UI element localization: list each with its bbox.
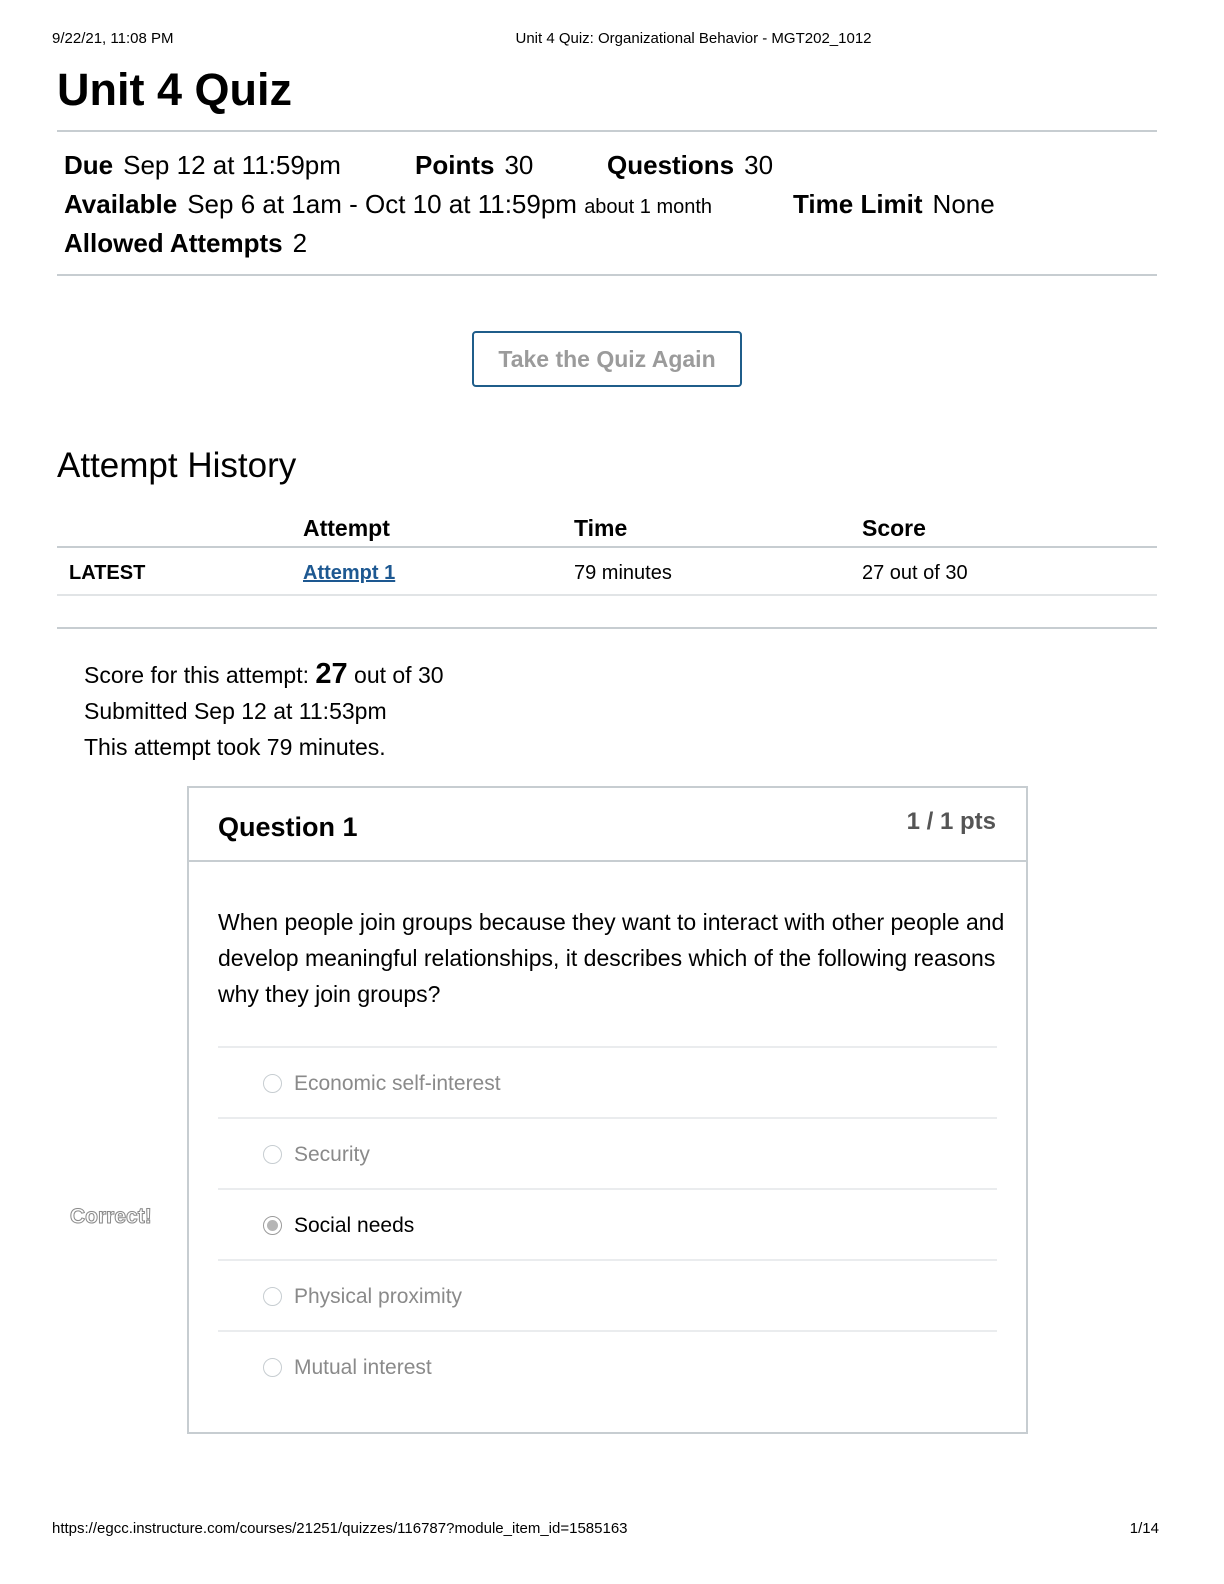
- radio-icon[interactable]: [263, 1145, 282, 1164]
- attempt-time: 79 minutes: [574, 562, 672, 584]
- print-header: [52, 30, 1159, 48]
- correct-feedback-label: Correct!: [70, 1205, 152, 1228]
- available-label: Available: [64, 189, 178, 219]
- points-value: 30: [504, 150, 534, 180]
- question-header: [189, 788, 1026, 862]
- question-name: Question 1: [218, 812, 358, 842]
- column-header-time: Time: [574, 515, 628, 541]
- allowed-attempts-label: Allowed Attempts: [64, 228, 283, 258]
- quiz-available: [64, 189, 712, 220]
- score-suffix: out of 30: [347, 662, 444, 688]
- column-header-score: Score: [862, 515, 926, 541]
- answer-list: [218, 1046, 997, 1401]
- attempt-link[interactable]: Attempt 1: [303, 562, 396, 584]
- table-row: [57, 548, 1157, 596]
- answer-option[interactable]: [218, 1259, 997, 1330]
- question-card: [187, 786, 1028, 1434]
- attempt-history-table: [57, 506, 1157, 596]
- duration-line: This attempt took 79 minutes.: [84, 734, 386, 760]
- score-value: 27: [315, 658, 348, 690]
- available-value: Sep 6 at 1am - Oct 10 at 11:59pm: [187, 189, 577, 219]
- quiz-points: [415, 150, 533, 181]
- quiz-time-limit: [793, 189, 995, 220]
- due-label: Due: [64, 150, 114, 180]
- print-doc-title: Unit 4 Quiz: Organizational Behavior - MGT202_1012: [515, 30, 872, 47]
- latest-tag: LATEST: [69, 562, 146, 584]
- divider: [57, 130, 1157, 132]
- attempt-summary: [84, 656, 444, 765]
- print-url: https://egcc.instructure.com/courses/21251/quizzes/116787?module_item_id=1585163: [52, 1520, 628, 1537]
- question-points: 1 / 1 pts: [906, 808, 996, 835]
- column-header-attempt: Attempt: [303, 515, 390, 541]
- time-limit-value: None: [932, 189, 995, 219]
- page-title: Unit 4 Quiz: [57, 64, 292, 115]
- answer-option[interactable]: [218, 1046, 997, 1117]
- divider: [57, 627, 1157, 629]
- answer-label: Social needs: [294, 1214, 415, 1237]
- points-label: Points: [415, 150, 495, 180]
- due-value: Sep 12 at 11:59pm: [123, 150, 341, 180]
- questions-label: Questions: [607, 150, 735, 180]
- time-limit-label: Time Limit: [793, 189, 923, 219]
- answer-label: Physical proximity: [294, 1285, 463, 1308]
- answer-option-selected[interactable]: [218, 1188, 997, 1259]
- questions-value: 30: [744, 150, 774, 180]
- quiz-questions: [607, 150, 773, 181]
- answer-label: Security: [294, 1143, 370, 1166]
- radio-icon[interactable]: [263, 1287, 282, 1306]
- answer-label: Mutual interest: [294, 1356, 432, 1379]
- take-quiz-again-button[interactable]: Take the Quiz Again: [472, 331, 742, 387]
- table-header: [57, 506, 1157, 548]
- divider: [57, 274, 1157, 276]
- submitted-line: Submitted Sep 12 at 11:53pm: [84, 698, 387, 724]
- answer-option[interactable]: [218, 1117, 997, 1188]
- radio-icon[interactable]: [263, 1074, 282, 1093]
- quiz-due: [64, 150, 341, 181]
- quiz-allowed-attempts: [64, 228, 307, 259]
- score-prefix: Score for this attempt:: [84, 662, 316, 688]
- attempt-history-title: Attempt History: [57, 446, 297, 485]
- attempt-score-line: [84, 656, 444, 693]
- attempt-score: 27 out of 30: [862, 562, 968, 584]
- print-page-number: 1/14: [1129, 1520, 1159, 1537]
- allowed-attempts-value: 2: [292, 228, 308, 258]
- print-datetime: 9/22/21, 11:08 PM: [52, 30, 174, 47]
- radio-selected-icon[interactable]: [263, 1216, 282, 1235]
- question-text: When people join groups because they want to interact with other people and develop meaningful relationships, it describes which of the following reasons why they join groups?: [218, 909, 1005, 1007]
- answer-label: Economic self-interest: [294, 1072, 501, 1095]
- available-duration: about 1 month: [584, 196, 713, 218]
- radio-icon[interactable]: [263, 1358, 282, 1377]
- answer-option[interactable]: [218, 1330, 997, 1401]
